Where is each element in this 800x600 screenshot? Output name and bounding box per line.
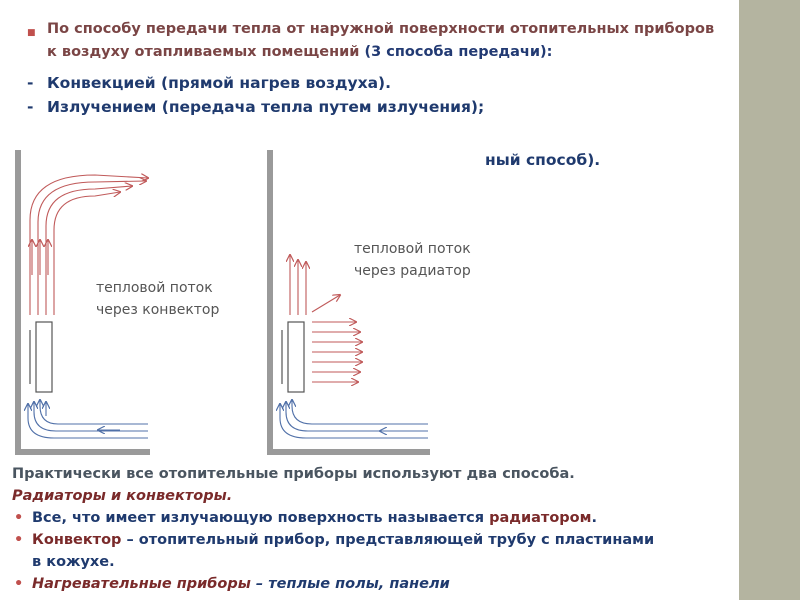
bullet-term: радиатором bbox=[489, 510, 592, 526]
bullet-icon: • bbox=[14, 532, 24, 548]
diagram-svg bbox=[0, 150, 520, 460]
bullet-heaters bbox=[12, 573, 739, 595]
right-radiator bbox=[288, 322, 304, 392]
bullet-text: – отопительный прибор, представляющей трубу с пластинами bbox=[126, 532, 655, 548]
method-text: Конвекцией (прямой нагрев воздуха). bbox=[47, 74, 391, 92]
bullet-radiator bbox=[12, 507, 739, 529]
dash-icon: - bbox=[27, 74, 34, 92]
intro-paragraph bbox=[27, 18, 727, 64]
intro-bullet-icon: ■ bbox=[27, 28, 36, 38]
bullet-text: в кожухе. bbox=[32, 554, 115, 570]
bullet-end: . bbox=[591, 510, 597, 526]
right-warm-rising bbox=[290, 255, 306, 315]
bullet-text: – теплые полы, панели bbox=[255, 576, 450, 592]
method-convection bbox=[27, 71, 727, 95]
intro-text: По способу передачи тепла от наружной поверхности отопительных приборов к воздуху отапливаемых помещений bbox=[47, 21, 715, 60]
side-band bbox=[739, 0, 800, 600]
bullet-term: Нагревательные приборы bbox=[32, 576, 251, 592]
method-radiation bbox=[27, 95, 727, 119]
bullet-icon: • bbox=[14, 510, 24, 526]
left-convector bbox=[36, 322, 52, 392]
dash-icon: - bbox=[27, 98, 34, 116]
bullet-text: Все, что имеет излучающую поверхность называется bbox=[32, 510, 485, 526]
left-label-line1: тепловой поток bbox=[96, 280, 213, 296]
bottom-text bbox=[12, 463, 739, 595]
right-cool-flow bbox=[280, 400, 428, 438]
summary-subtitle: Радиаторы и конвекторы. bbox=[12, 488, 233, 504]
top-text bbox=[27, 18, 727, 119]
left-cool-flow bbox=[28, 400, 148, 438]
left-label-line2: через конвектор bbox=[96, 302, 220, 318]
right-label-line1: тепловой поток bbox=[354, 241, 471, 257]
summary-line: Практически все отопительные приборы используют два способа. bbox=[12, 466, 575, 482]
right-radiant-flow bbox=[312, 295, 362, 382]
method-text: Излучением (передача тепла путем излучения); bbox=[47, 98, 485, 116]
right-room-wall bbox=[270, 150, 430, 452]
bullet-convector-cont bbox=[12, 551, 739, 573]
method-combined-partial: ный способ). bbox=[485, 151, 601, 169]
bullet-convector bbox=[12, 529, 739, 551]
bullet-icon: • bbox=[14, 576, 24, 592]
right-label-line2: через радиатор bbox=[354, 263, 471, 279]
intro-accent: (3 способа передачи): bbox=[364, 44, 553, 60]
heat-transfer-diagram bbox=[0, 150, 520, 460]
bullet-term: Конвектор bbox=[32, 532, 122, 548]
